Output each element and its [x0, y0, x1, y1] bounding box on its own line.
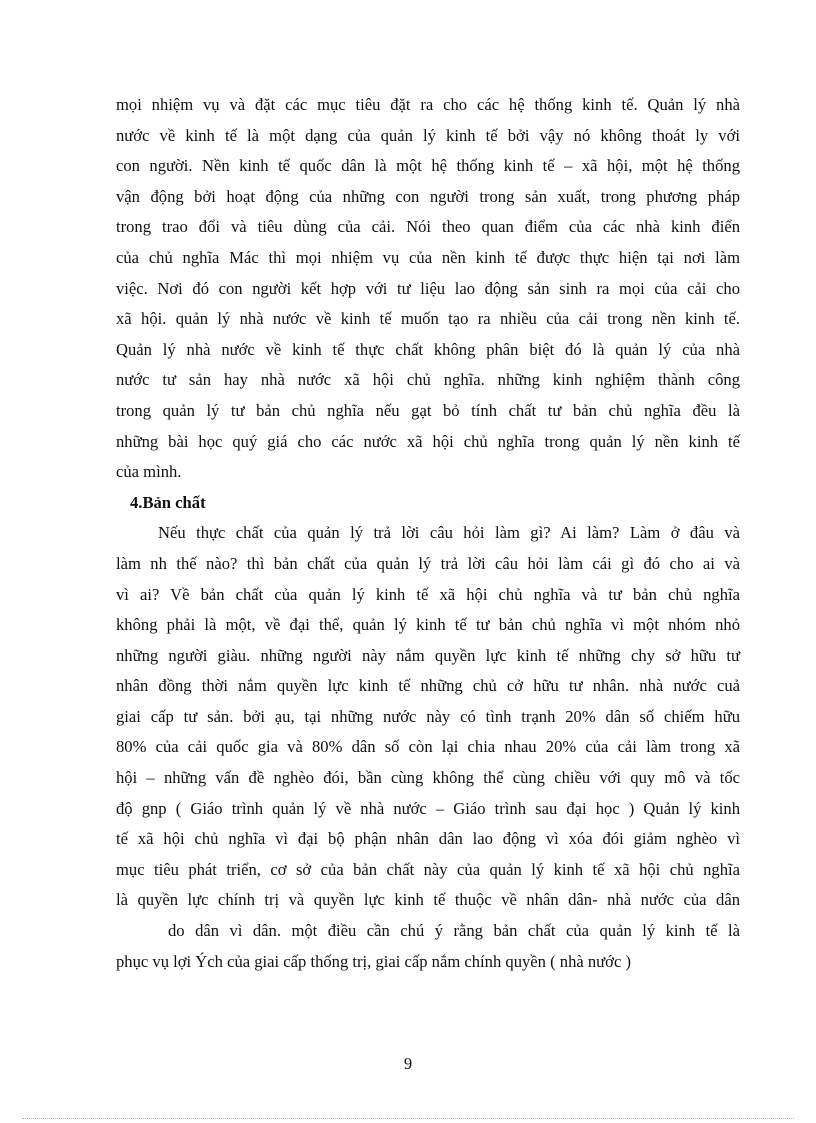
text-line: của chủ nghĩa Mác thì mọi nhiệm vụ của nền kinh tế được thực hiện tại nơi làm — [116, 247, 740, 267]
text-line: phục vụ lợi Ých của giai cấp thống trị, giai cấp nắm chính quyền ( nhà nước ) — [116, 951, 631, 971]
text-line: vận động bởi hoạt động của những con người trong sản xuất, trong phương pháp — [116, 186, 740, 206]
text-line: nhân đồng thời nắm quyền lực kinh tế những chủ cở hữu tư nhân. nhà nước cuả — [116, 676, 740, 696]
text-line: Nếu thực chất của quản lý trả lời câu hỏi làm gì? Ai làm? Làm ở đâu và — [158, 523, 740, 543]
text-line: con người. Nền kinh tế quốc dân là một hệ thống kinh tế – xã hội, một hệ thống — [116, 156, 740, 176]
page-number: 9 — [403, 1054, 413, 1073]
text-line: những bài học quý giá cho các nước xã hội chủ nghĩa trong quản lý nền kinh tế — [116, 431, 740, 451]
body-text — [116, 90, 740, 977]
text-line: nước tư sản hay nhà nước xã hội chủ nghĩa. những kinh nghiệm thành công — [116, 370, 740, 390]
text-line: mọi nhiệm vụ và đặt các mục tiêu đặt ra cho các hệ thống kinh tế. Quản lý nhà — [116, 95, 740, 114]
text-line: độ gnp ( Giáo trình quản lý về nhà nước – Giáo trình sau đại học ) Quản lý kinh — [116, 798, 740, 818]
text-line: làm nh thế nào? thì bản chất của quản lý trả lời câu hỏi làm cái gì đó cho ai và — [116, 553, 740, 573]
text-line: tế xã hội chủ nghĩa vì đại bộ phận nhân dân lao động vì xóa đói giảm nghèo vì — [116, 829, 740, 849]
text-line: giai cấp tư sản. bởi ạu, tại những nước này có tình trạnh 20% dân số chiếm hữu — [116, 706, 740, 726]
footer-divider — [22, 1118, 794, 1119]
text-line: trong quản lý tư bản chủ nghĩa nếu gạt bỏ tính chất tư bản chủ nghĩa đều là — [116, 400, 740, 420]
text-line: của mình. — [116, 462, 182, 482]
text-line: hội – những vấn đề nghèo đói, bần cùng không thể cùng chiều với quy mô và tốc — [116, 768, 740, 788]
text-line: Quản lý nhà nước về kinh tế thực chất không phân biệt đó là quản lý của nhà — [116, 339, 740, 359]
text-line: không phải là một, về đại thể, quản lý kinh tế tư bản chủ nghĩa vì một nhóm nhỏ — [116, 615, 740, 635]
text-line: là quyền lực chính trị và quyền lực kinh tế thuộc về nhân dân- nhà nước của dân — [116, 890, 740, 910]
text-line: trong trao đổi và tiêu dùng của cải. Nói theo quan điểm của các nhà kinh điển — [116, 217, 740, 237]
text-line: vì ai? Về bản chất của quản lý kinh tế xã hội chủ nghĩa và tư bản chủ nghĩa — [116, 584, 740, 604]
text-line: những người giàu. những người này nắm quyền lực kinh tế những chy sở hữu tư — [116, 645, 740, 665]
text-line: mục tiêu phát triển, cơ sở của bản chất này của quản lý kinh tế xã hội chủ nghĩa — [116, 859, 740, 879]
section-heading: 4.Bản chất — [130, 492, 206, 512]
paragraph-3 — [116, 916, 740, 977]
paragraph-2 — [116, 518, 740, 916]
text-line: do dân vì dân. một điều cần chú ý rằng bản chất của quản lý kinh tế là — [168, 921, 740, 941]
text-line: việc. Nơi đó con người kết hợp với tư liệu lao động sản sinh ra mọi của cải cho — [116, 278, 740, 298]
text-line: xã hội. quản lý nhà nước về kinh tế muốn tạo ra nhiều của cải trong nền kinh tế. — [116, 309, 740, 329]
text-line: nước về kinh tế là một dạng của quản lý kinh tế bởi vậy nó không thoát ly với — [116, 125, 740, 145]
text-line: 80% của cải quốc gia và 80% dân số còn lại chia nhau 20% của cải làm trong xã — [116, 737, 740, 757]
paragraph-1 — [116, 90, 740, 488]
